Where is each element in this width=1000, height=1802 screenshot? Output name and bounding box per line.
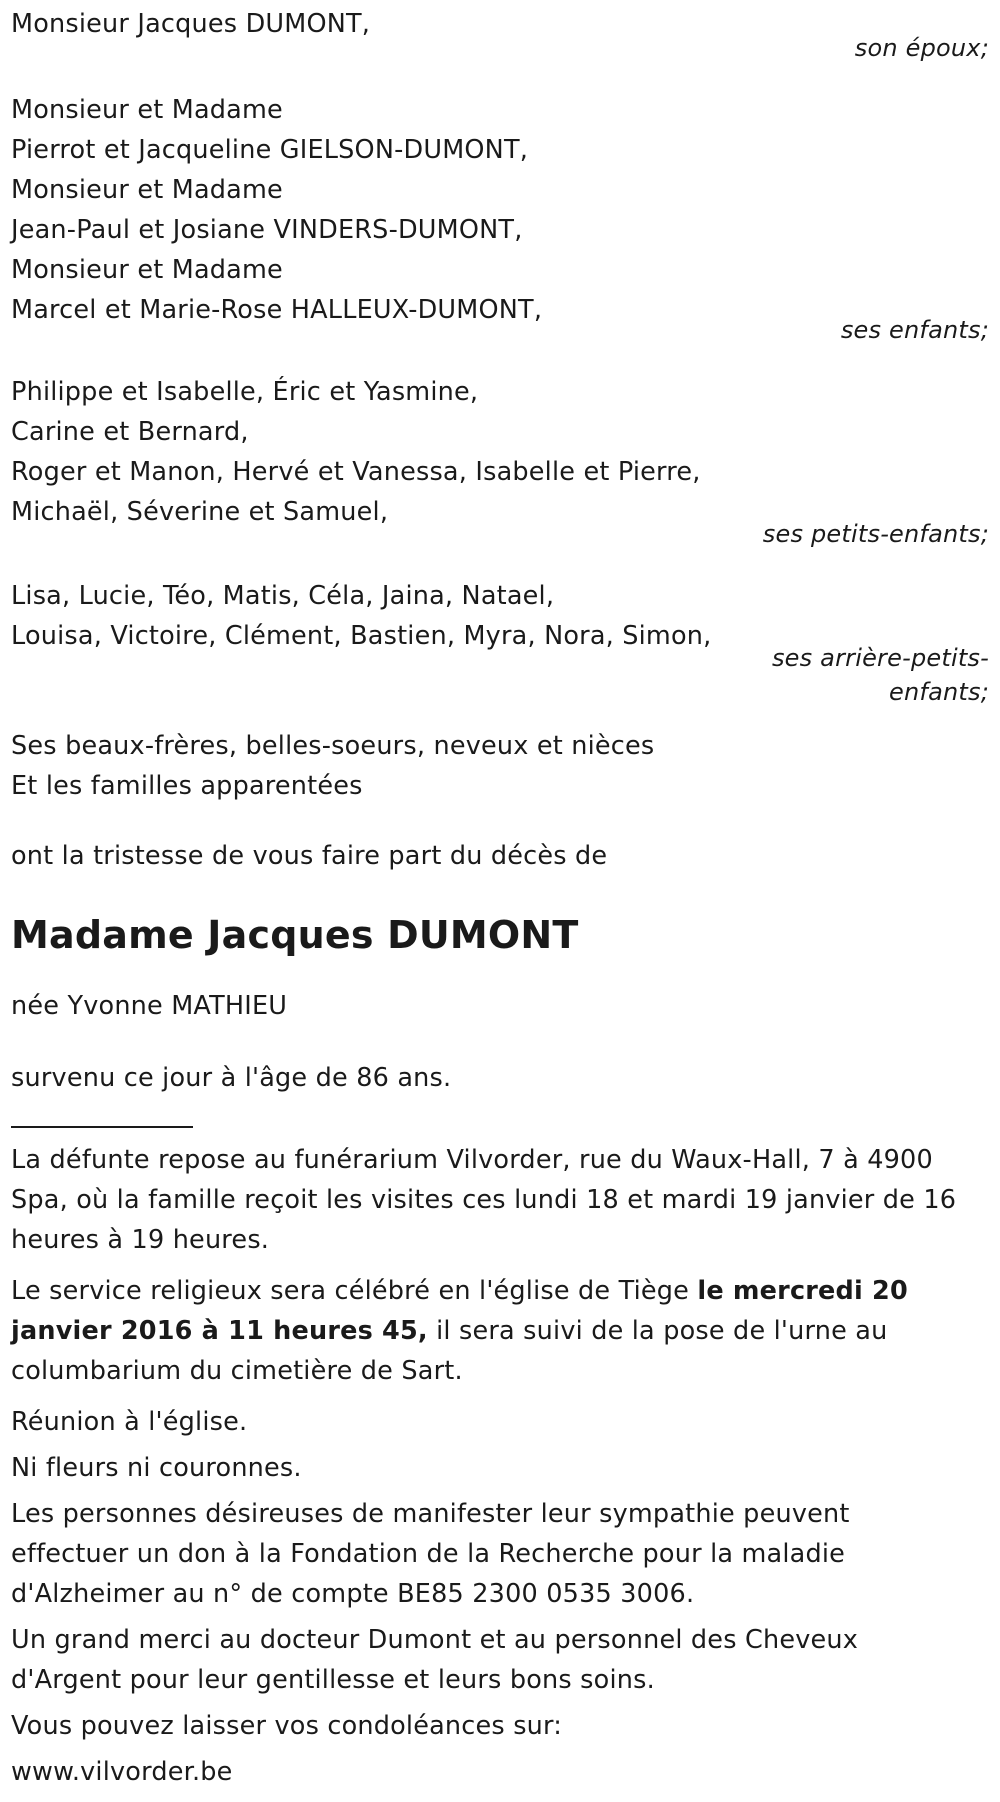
service-text-start: Le service religieux sera célébré en l'église de Tiège: [11, 1276, 698, 1306]
children-line: Marcel et Marie-Rose HALLEUX-DUMONT,: [11, 295, 543, 325]
maiden-name: née Yvonne MATHIEU: [11, 991, 288, 1021]
condolences-info: Vous pouvez laisser vos condoléances sur:: [11, 1711, 563, 1741]
family-line: Et les familles apparentées: [11, 771, 363, 801]
spouse-role: son époux;: [854, 34, 989, 62]
family-line: Ses beaux-frères, belles-soeurs, neveux et nièces: [11, 731, 655, 761]
family-section: [11, 726, 989, 806]
great-grandchildren-role-1: ses arrière-petits-: [771, 644, 989, 672]
grandchildren-line: Roger et Manon, Hervé et Vanessa, Isabelle et Pierre,: [11, 457, 701, 487]
grandchildren-line: Michaël, Séverine et Samuel,: [11, 497, 389, 527]
thanks-info: Un grand merci au docteur Dumont et au personnel des Cheveux d'Argent pour leur gentillesse et leurs bons soins.: [11, 1625, 859, 1695]
obituary-notice: [11, 4, 989, 1792]
children-section: [11, 90, 989, 350]
children-line: Jean-Paul et Josiane VINDERS-DUMONT,: [11, 215, 523, 245]
donation-info: Les personnes désireuses de manifester leur sympathie peuvent effectuer un don à la Fondation de la Recherche pour la maladie d'Alzheimer au n° de compte BE85 2300 0535 3006.: [11, 1499, 850, 1609]
great-grandchildren-section: [11, 576, 989, 712]
children-line: Monsieur et Madame: [11, 175, 283, 205]
death-statement: survenu ce jour à l'âge de 86 ans.: [11, 1063, 452, 1093]
great-grandchildren-line: Louisa, Victoire, Clément, Bastien, Myra, Nora, Simon,: [11, 621, 712, 651]
deceased-name: Madame Jacques DUMONT: [11, 913, 579, 957]
great-grandchildren-role-2: enfants;: [889, 678, 989, 706]
grandchildren-role: ses petits-enfants;: [762, 520, 989, 548]
service-text-end: il sera suivi de la pose de l'urne au columbarium du cimetière de Sart.: [11, 1316, 888, 1386]
children-line: Monsieur et Madame: [11, 95, 283, 125]
children-line: Monsieur et Madame: [11, 255, 283, 285]
gathering-info: Réunion à l'église.: [11, 1407, 248, 1437]
service-info: [11, 1271, 976, 1391]
announcement: ont la tristesse de vous faire part du décès de: [11, 841, 608, 871]
children-role: ses enfants;: [840, 316, 989, 344]
grandchildren-line: Philippe et Isabelle, Éric et Yasmine,: [11, 377, 479, 407]
service-date: le mercredi 20 janvier 2016 à 11 heures 45,: [11, 1276, 908, 1346]
spouse-name: Monsieur Jacques DUMONT,: [11, 9, 371, 39]
spouse-section: [11, 4, 989, 68]
children-line: Pierrot et Jacqueline GIELSON-DUMONT,: [11, 135, 529, 165]
grandchildren-line: Carine et Bernard,: [11, 417, 249, 447]
great-grandchildren-line: Lisa, Lucie, Téo, Matis, Céla, Jaina, Natael,: [11, 581, 555, 611]
viewing-info: La défunte repose au funérarium Vilvorder, rue du Waux-Hall, 7 à 4900 Spa, où la famille reçoit les visites ces lundi 18 et mardi 19 janvier de 16 heures à 19 heures.: [11, 1145, 957, 1255]
website-link[interactable]: www.vilvorder.be: [11, 1757, 233, 1787]
grandchildren-section: [11, 372, 989, 554]
flowers-info: Ni fleurs ni couronnes.: [11, 1453, 302, 1483]
